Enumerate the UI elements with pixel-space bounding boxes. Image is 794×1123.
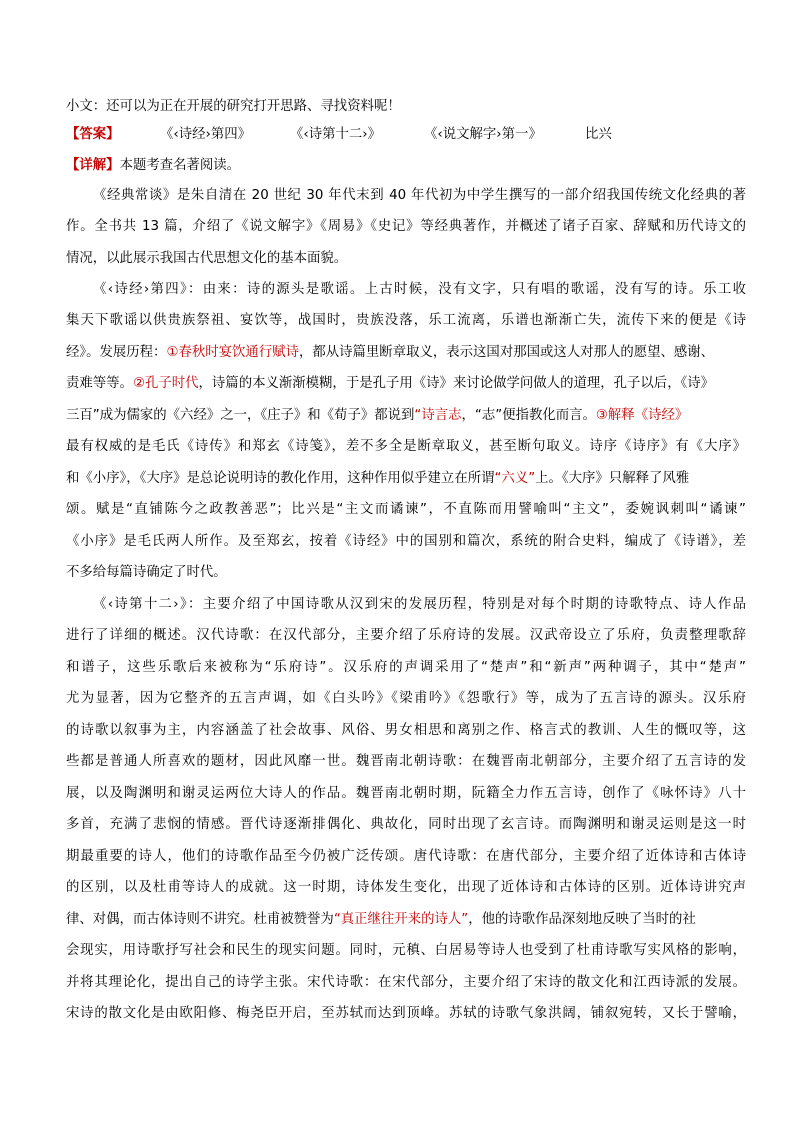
highlight-text: ③解释《诗经》 (595, 408, 689, 423)
paragraph-line: 三百”成为儒家的《六经》之一，《庄子》和《荀子》都说到“诗言志，“志”便指教化而言。③解释《诗经》 (66, 408, 689, 423)
highlight-text: “六义” (494, 471, 536, 486)
paragraph-line: 尤为显著，因为它整齐的五言声调，如《白头吟》《梁甫吟》《怨歌行》等，成为了五言诗的源头。汉乐府 (66, 691, 746, 706)
answer-item-4: 比兴 (585, 127, 612, 142)
paragraph-line: 些都是普通人所喜欢的题材，因此风靡一世。魏晋南北朝诗歌：在魏晋南北朝部分，主要介绍了五言诗的发 (66, 754, 746, 769)
paragraph-line: 不多给每篇诗确定了时代。 (66, 565, 227, 580)
paragraph-line: 期最重要的诗人，他们的诗歌作品至今仍被广泛传颂。唐代诗歌：在唐代部分，主要介绍了近体诗和古体诗 (66, 849, 746, 864)
paragraph-line: 最有权威的是毛氏《诗传》和郑玄《诗笺》，差不多全是断章取义，甚至断句取义。诗序《诗序》有《大序》 (66, 439, 746, 454)
paragraph-line: 经》。发展历程：①春秋时宴饮通行赋诗，都从诗篇里断章取义，表示这国对那国或这人对那人的愿望、感谢、 (66, 345, 715, 360)
paragraph-line: 的诗歌以叙事为主，内容涵盖了社会故事、风俗、男女相思和离别之作、格言式的教训、人生的慨叹等，这 (66, 723, 746, 738)
paragraph-line: 《小序》是毛氏两人所作。及至郑玄，按着《诗经》中的国别和篇次，系统的附合史料，编成了《诗谱》，差 (66, 534, 746, 549)
paragraph-line: 展，以及陶渊明和谢灵运两位大诗人的作品。魏晋南北朝时期，阮籍全力作五言诗，创作了《咏怀诗》八十 (66, 786, 746, 801)
paragraph-line: 颂。赋是“直铺陈今之政教善恶”；比兴是“主文而谲谏”，不直陈而用譬喻叫“主文”，委婉讽刺叫“谲谏” (66, 502, 746, 517)
paragraph-line: 和谱子，这些乐歌后来被称为“乐府诗”。汉乐府的声调采用了“楚声”和“新声”两种调子，其中“楚声” (66, 660, 746, 675)
paragraph-line: 集天下歌谣以供贵族祭祖、宴饮等，战国时，贵族没落，乐工流离，乐谱也渐渐亡失，流传下来的便是《诗 (66, 313, 746, 328)
paragraph-line: 进行了详细的概述。汉代诗歌：在汉代部分，主要介绍了乐府诗的发展。汉武帝设立了乐府，负责整理歌辞 (66, 628, 746, 643)
answer-item-3: 《‹说文解字›第一》 (424, 127, 542, 142)
detail-label: 【详解】 (66, 158, 120, 173)
paragraph-line: 多首，充满了悲悯的情感。晋代诗逐渐排偶化、典故化，同时出现了玄言诗。而陶渊明和谢灵运则是这一时 (66, 817, 746, 832)
intro-line: 小文：还可以为正在开展的研究打开思路、寻找资料呢！ (66, 99, 401, 114)
highlight-text: ①春秋时宴饮通行赋诗 (166, 345, 299, 360)
detail-line (66, 158, 746, 174)
answer-item-1: 《‹诗经›第四》 (160, 127, 252, 142)
answer-item-2: 《‹诗第十二›》 (290, 127, 382, 142)
detail-text: 本题考查名著阅读。 (119, 158, 241, 173)
paragraph-line: 责难等等。②孔子时代，诗篇的本义渐渐模糊，于是孔子用《诗》来讨论做学问做人的道理，孔子以后，《诗》 (66, 376, 715, 391)
paragraph-line: 作。全书共 13 篇，介绍了《说文解字》《周易》《史记》等经典著作，并概述了诸子百家、辞赋和历代诗文的 (66, 219, 746, 234)
answer-label: 【答案】 (66, 127, 120, 142)
paragraph-line: 《经典常谈》是朱自清在 20 世纪 30 年代末到 40 年代初为中学生撰写的一部介绍我国传统文化经典的著 (93, 188, 746, 203)
paragraph-line: 和《小序》，《大序》是总论说明诗的教化作用，这种作用似乎建立在所谓“六义”上。《大序》只解释了风雅 (66, 471, 690, 486)
paragraph-line: 《‹诗第十二›》：主要介绍了中国诗歌从汉到宋的发展历程，特别是对每个时期的诗歌特点、诗人作品 (93, 597, 746, 612)
highlight-text: “诗言志 (414, 408, 462, 423)
paragraph-line: 《‹诗经›第四》：由来：诗的源头是歌谣。上古时候，没有文字，只有唱的歌谣，没有写的诗。乐工收 (93, 282, 746, 297)
paragraph-line: 律、对偶，而古体诗则不讲究。杜甫被赞誉为“真正继往开来的诗人”，他的诗歌作品深刻地反映了当时的社 (66, 912, 696, 927)
paragraph-line: 的区别，以及杜甫等诗人的成就。这一时期，诗体发生变化，出现了近体诗和古体诗的区别。近体诗讲究声 (66, 880, 746, 895)
paragraph-line: 会现实，用诗歌抒写社会和民生的现实问题。同时，元稹、白居易等诗人也受到了杜甫诗歌写实风格的影响， (66, 943, 746, 958)
paragraph-line: 宋诗的散文化是由欧阳修、梅尧臣开启，至苏轼而达到顶峰。苏轼的诗歌气象洪阔，铺叙宛转，又长于譬喻， (66, 1006, 746, 1021)
paragraph-line: 并将其理论化，提出自己的诗学主张。宋代诗歌：在宋代部分，主要介绍了宋诗的散文化和江西诗派的发展。 (66, 975, 746, 990)
highlight-text: “真正继往开来的诗人” (333, 912, 469, 927)
paragraph-line: 情况，以此展示我国古代思想文化的基本面貌。 (66, 251, 348, 266)
highlight-text: ②孔子时代 (132, 376, 199, 391)
